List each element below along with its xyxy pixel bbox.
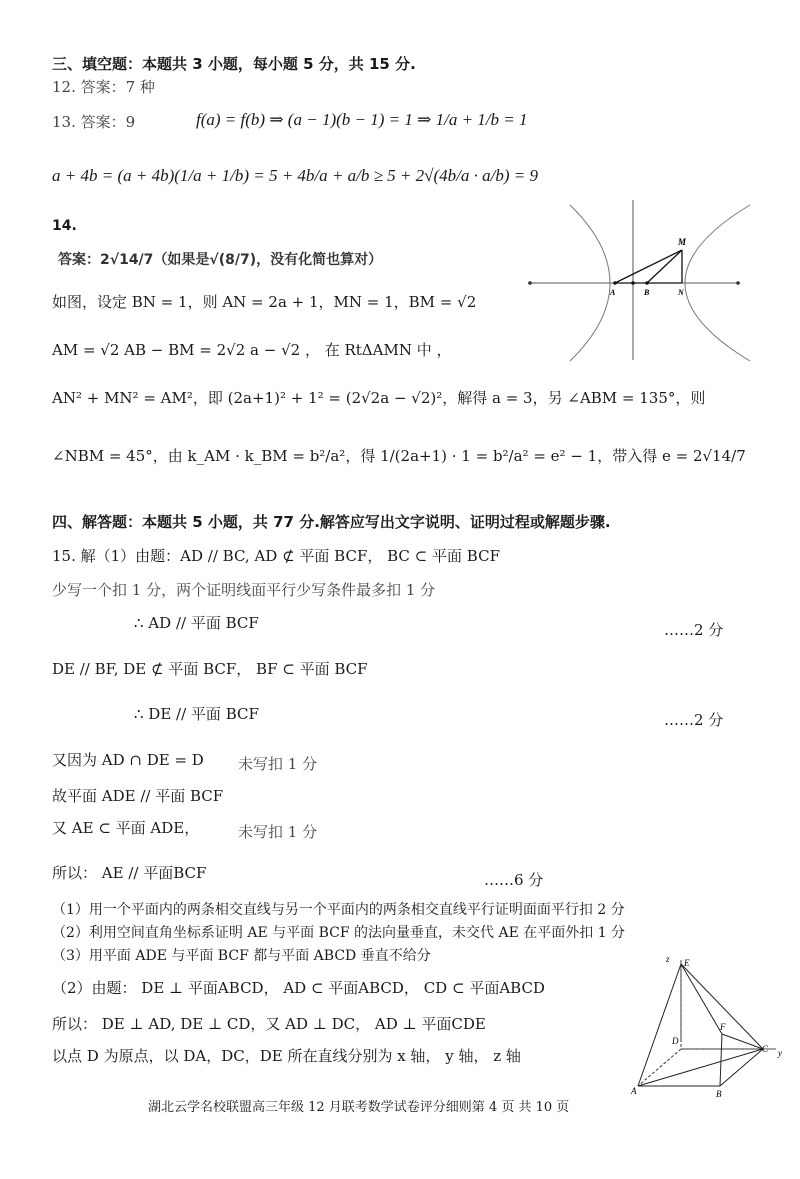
- section4-heading: 四、解答题：本题共 5 小题，共 77 分.解答应写出文字说明、证明过程或解题步骤.: [52, 513, 611, 531]
- s4-line-9: 所以： AE // 平面BCF: [52, 864, 207, 882]
- label-M: M: [678, 237, 687, 247]
- label-N: N: [678, 288, 684, 297]
- q14-line-4: ∠NBM = 45°，由 k_AM · k_BM = b²/a²，得 1/(2a+1) · 1 = b²/a² = e² − 1，带入得 e = 2√14/7: [52, 447, 746, 465]
- s4-line-2: 少写一个扣 1 分，两个证明线面平行少写条件最多扣 1 分: [52, 581, 436, 599]
- section3-heading: 三、填空题：本题共 3 小题，每小题 5 分，共 15 分.: [52, 55, 416, 73]
- part2-line-2: 所以： DE ⊥ AD, DE ⊥ CD，又 AD ⊥ DC， AD ⊥ 平面CDE: [52, 1015, 486, 1033]
- axis-left-dot: [528, 281, 532, 285]
- segment-AM: [615, 250, 682, 283]
- s4-line-5: ∴ DE // 平面 BCF: [134, 705, 259, 723]
- label-z: z: [666, 954, 670, 964]
- label-D: D: [672, 1036, 679, 1046]
- solid-figure: [628, 952, 793, 1100]
- q13-label: 13. 答案：9: [52, 113, 136, 131]
- edge-EF: [681, 964, 722, 1034]
- part2-line-3: 以点 D 为原点，以 DA，DC，DE 所在直线分别为 x 轴， y 轴， z 轴: [52, 1047, 521, 1065]
- part2-line-1: （2）由题： DE ⊥ 平面ABCD， AD ⊂ 平面ABCD， CD ⊂ 平面ABCD: [52, 979, 545, 997]
- s4-line-1: 15. 解（1）由题：AD // BC, AD ⊄ 平面 BCF， BC ⊂ 平面 BCF: [52, 547, 500, 565]
- q14-answer: 答案：2√14/7（如果是√(8/7)，没有化简也算对）: [58, 252, 383, 268]
- s4-line-6: 又因为 AD ∩ DE = D: [52, 751, 204, 769]
- s4-line-4: DE // BF, DE ⊄ 平面 BCF， BF ⊂ 平面 BCF: [52, 660, 368, 678]
- edge-EA: [638, 964, 681, 1086]
- q12-answer: 12. 答案：7 种: [52, 78, 155, 96]
- s4-line-8: 又 AE ⊂ 平面 ADE，: [52, 819, 200, 837]
- edge-FB: [720, 1034, 722, 1086]
- s4-note-1: 未写扣 1 分: [238, 755, 318, 773]
- s4-score-2: ……2 分: [664, 711, 724, 729]
- q13-equation-1: f(a) = f(b) ⇒ (a − 1)(b − 1) = 1 ⇒ 1/a + 1/b = 1: [196, 110, 528, 129]
- note-2: （2）利用空间直角坐标系证明 AE 与平面 BCF 的法向量垂直，未交代 AE 在平面外扣 1 分: [52, 925, 626, 941]
- q14-line-3: AN² + MN² = AM²，即 (2a+1)² + 1² = (2√2a − √2)²，解得 a = 3，另 ∠ABM = 135°，则: [52, 389, 706, 407]
- segment-BM: [647, 250, 682, 283]
- note-3: （3）用平面 ADE 与平面 BCF 都与平面 ABCD 垂直不给分: [52, 948, 431, 964]
- label-C: C: [762, 1044, 769, 1054]
- q14-label: 14.: [52, 218, 77, 234]
- label-E: E: [684, 958, 690, 968]
- q13-equation-2: a + 4b = (a + 4b)(1/a + 1/b) = 5 + 4b/a + a/b ≥ 5 + 2√(4b/a · a/b) = 9: [52, 166, 538, 185]
- label-B-3d: B: [716, 1089, 722, 1099]
- label-B: B: [644, 288, 650, 297]
- q14-line-2: AM = √2 AB − BM = 2√2 a − √2 ， 在 RtΔAMN 中 ，: [52, 341, 452, 359]
- hyperbola-figure: [510, 195, 760, 365]
- point-B: [645, 281, 649, 285]
- s4-line-3: ∴ AD // 平面 BCF: [134, 614, 259, 632]
- label-y: y: [778, 1048, 782, 1058]
- edge-FC: [722, 1034, 763, 1049]
- s4-score-1: ……2 分: [664, 621, 724, 639]
- label-F: F: [720, 1022, 726, 1032]
- edge-AC: [638, 1049, 763, 1086]
- axis-right-dot: [736, 281, 740, 285]
- s4-score-3: ……6 分: [484, 871, 544, 889]
- point-origin: [631, 281, 635, 285]
- s4-line-7: 故平面 ADE // 平面 BCF: [52, 787, 224, 805]
- point-A: [613, 281, 617, 285]
- edge-BC: [720, 1049, 763, 1086]
- s4-note-2: 未写扣 1 分: [238, 823, 318, 841]
- note-1: （1）用一个平面内的两条相交直线与另一个平面内的两条相交直线平行证明面面平行扣 2 分: [52, 902, 625, 918]
- q14-line-1: 如图，设定 BN = 1，则 AN = 2a + 1，MN = 1，BM = √2: [52, 293, 477, 311]
- label-A-3d: A: [631, 1086, 637, 1096]
- page-footer: 湖北云学名校联盟高三年级 12 月联考数学试卷评分细则第 4 页 共 10 页: [148, 1100, 570, 1115]
- label-A: A: [610, 288, 616, 297]
